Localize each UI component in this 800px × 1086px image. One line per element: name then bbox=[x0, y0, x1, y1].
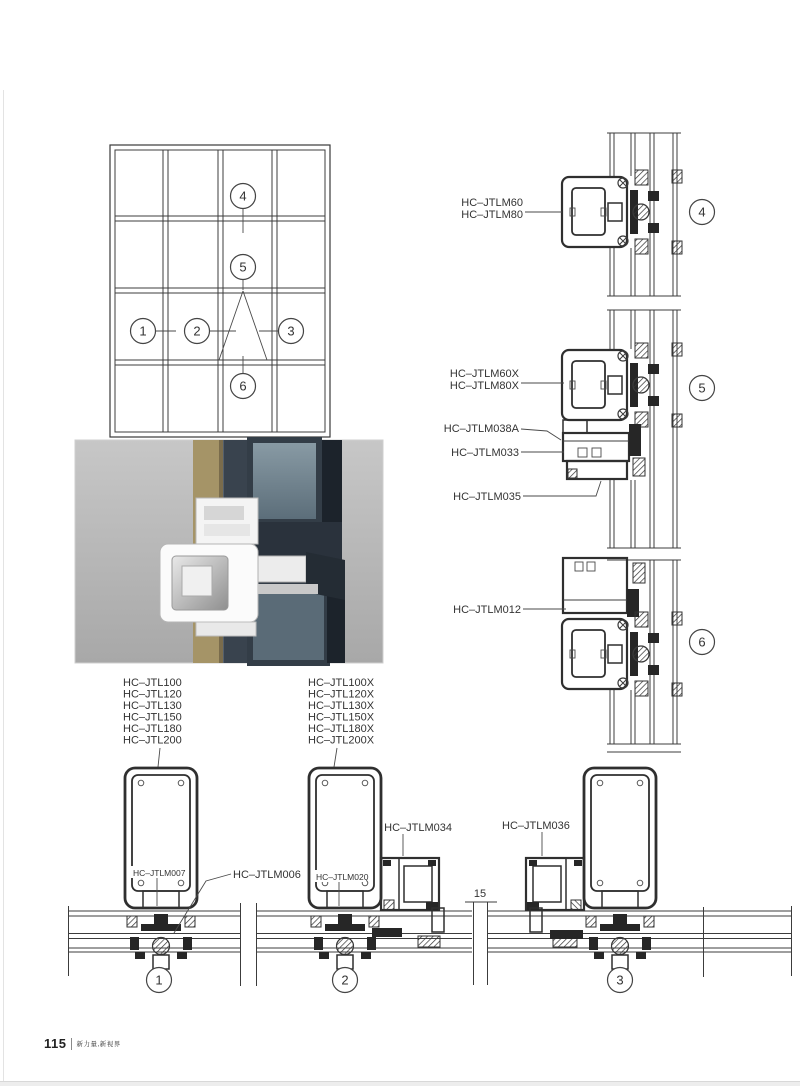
svg-text:HC–JTL200: HC–JTL200 bbox=[123, 734, 182, 747]
detail-2-section bbox=[309, 768, 452, 993]
callout-5 bbox=[231, 255, 256, 280]
callout-6 bbox=[231, 374, 256, 399]
label-hc-jtlm012: HC–JTLM012 bbox=[453, 604, 521, 616]
page-edge-bottom bbox=[0, 1081, 800, 1086]
label-hc-jtlm006: HC–JTLM006 bbox=[233, 869, 301, 881]
svg-text:HC–JTL200X: HC–JTL200X bbox=[308, 734, 375, 747]
vertical-section-column bbox=[444, 133, 715, 752]
callout-1 bbox=[131, 319, 156, 344]
svg-text:HC–JTL180: HC–JTL180 bbox=[123, 723, 182, 735]
label-hc-jtlm80: HC–JTLM80 bbox=[461, 209, 523, 221]
profile-series-left bbox=[123, 677, 182, 747]
label-hc-jtlm038a: HC–JTLM038A bbox=[443, 423, 519, 435]
label-hc-jtlm007: HC–JTLM007 bbox=[133, 868, 186, 878]
callout-2-number: 2 bbox=[193, 323, 201, 339]
dimension-15 bbox=[465, 888, 497, 985]
svg-text:4: 4 bbox=[698, 204, 706, 220]
callout-1-number: 1 bbox=[139, 323, 147, 339]
svg-text:HC–JTL130X: HC–JTL130X bbox=[308, 700, 375, 712]
profile-series-right bbox=[308, 677, 375, 747]
footer-slogan: 新力量,新视界 bbox=[76, 1041, 121, 1048]
callout-6-number: 6 bbox=[239, 378, 247, 394]
label-hc-jtlm80x: HC–JTLM80X bbox=[449, 380, 519, 392]
photo-upper-glass bbox=[250, 440, 319, 522]
label-hc-jtlm60: HC–JTLM60 bbox=[461, 197, 523, 209]
footer-divider bbox=[71, 1038, 72, 1050]
detail-1-section bbox=[125, 768, 301, 993]
label-hc-jtlm033: HC–JTLM033 bbox=[451, 447, 519, 459]
callout-4-number: 4 bbox=[239, 188, 247, 204]
label-hc-jtlm020: HC–JTLM020 bbox=[316, 872, 369, 882]
horizontal-section-row bbox=[68, 677, 792, 993]
label-hc-jtlm036: HC–JTLM036 bbox=[502, 820, 570, 832]
svg-text:HC–JTL130: HC–JTL130 bbox=[123, 700, 182, 712]
svg-text:1: 1 bbox=[155, 972, 163, 988]
detail-5-profile bbox=[444, 343, 715, 503]
label-hc-jtlm60x: HC–JTLM60X bbox=[449, 368, 519, 380]
svg-text:HC–JTL120: HC–JTL120 bbox=[123, 688, 182, 701]
svg-text:HC–JTL100X: HC–JTL100X bbox=[308, 677, 375, 689]
svg-text:HC–JTL150: HC–JTL150 bbox=[123, 711, 182, 724]
detail-6-profile bbox=[453, 558, 714, 696]
photo-lower-glass bbox=[250, 586, 327, 663]
svg-text:HC–JTL120X: HC–JTL120X bbox=[308, 688, 375, 701]
vent-triangle-symbol bbox=[219, 291, 267, 360]
label-hc-jtlm035: HC–JTLM035 bbox=[453, 491, 521, 503]
page-footer bbox=[44, 1036, 121, 1051]
callout-5-number: 5 bbox=[239, 259, 247, 275]
callout-3-number: 3 bbox=[287, 323, 295, 339]
page-number: 115 bbox=[44, 1036, 67, 1051]
svg-text:HC–JTL150X: HC–JTL150X bbox=[308, 711, 375, 724]
svg-text:3: 3 bbox=[616, 972, 624, 988]
svg-text:15: 15 bbox=[473, 888, 487, 900]
label-hc-jtlm034: HC–JTLM034 bbox=[384, 822, 452, 834]
elevation-grid bbox=[110, 145, 330, 437]
svg-text:HC–JTL180X: HC–JTL180X bbox=[308, 723, 375, 735]
photo-3d-render bbox=[75, 440, 383, 663]
svg-text:HC–JTL100: HC–JTL100 bbox=[123, 677, 182, 689]
callout-2 bbox=[185, 319, 210, 344]
detail-3-section bbox=[502, 768, 656, 993]
callout-4 bbox=[231, 184, 256, 209]
svg-text:6: 6 bbox=[698, 634, 706, 650]
svg-text:2: 2 bbox=[341, 972, 349, 988]
callout-3 bbox=[279, 319, 304, 344]
page-edge-left bbox=[0, 90, 4, 1085]
svg-text:5: 5 bbox=[698, 380, 706, 396]
